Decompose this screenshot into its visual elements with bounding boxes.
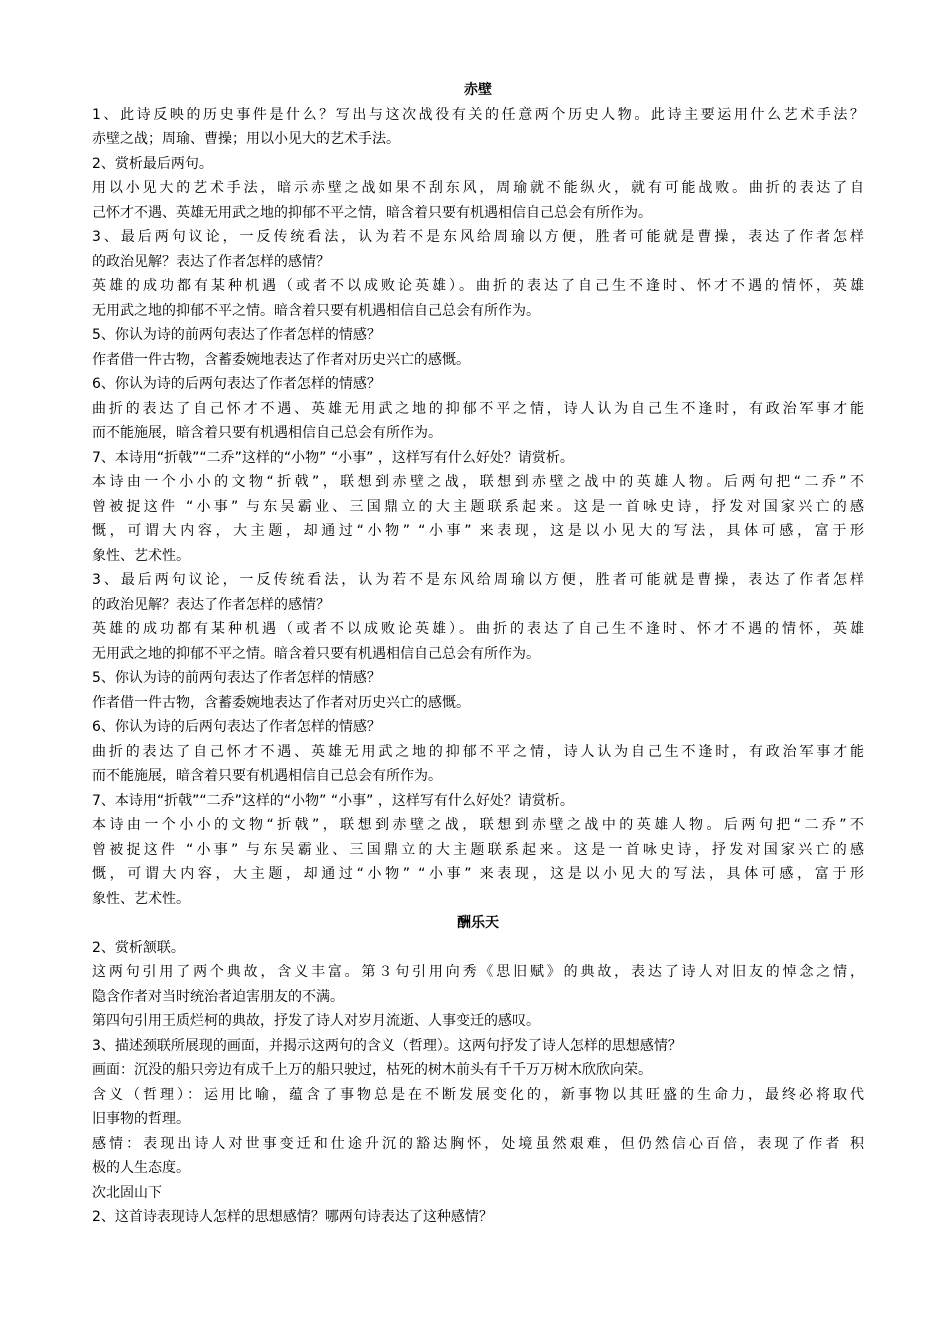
text-line: 5、你认为诗的前两句表达了作者怎样的情感？ xyxy=(92,327,381,343)
section-title: 赤壁 xyxy=(464,82,492,98)
text-line: 己怀才不遇、英雄无用武之地的抑郁不平之情，暗含着只要有机遇相信自己总会有所作为。 xyxy=(92,204,652,221)
text-line: 慨，可谓大内容，大主题，却通过“小物” “小事” 来表现，这是以小见大的写法，具体可感，富于形 xyxy=(92,523,864,539)
text-line: 的政治见解？表达了作者怎样的感情？ xyxy=(92,253,330,270)
text-line: 无用武之地的抑郁不平之情。暗含着只要有机遇相信自己总会有所作为。 xyxy=(92,645,540,662)
document-page xyxy=(92,78,864,1230)
text-line: 隐含作者对当时统治者迫害朋友的不满。 xyxy=(92,988,344,1005)
text-line: 3、最后两句议论，一反传统看法，认为若不是东风给周瑜以方便，胜者可能就是曹操，表达了作者怎样 xyxy=(92,229,864,245)
text-line: 6、你认为诗的后两句表达了作者怎样的情感？ xyxy=(92,376,381,392)
text-line: 而不能施展，暗含着只要有机遇相信自己总会有所作为。 xyxy=(92,768,442,784)
text-line: 这两句引用了两个典故，含义丰富。第３句引用向秀《思旧赋》的典故，表达了诗人对旧友的悼念之情， xyxy=(92,964,864,980)
text-line: 画面：沉没的船只旁边有成千上万的船只驶过，枯死的树木前头有千千万万树木欣欣向荣。 xyxy=(92,1062,652,1078)
text-line: 次北固山下 xyxy=(92,1184,162,1201)
text-line: 第四句引用王质烂柯的典故，抒发了诗人对岁月流逝、人事变迁的感叹。 xyxy=(92,1013,540,1029)
text-line: 象性、艺术性。 xyxy=(92,890,190,907)
text-line: 曲折的表达了自己怀才不遇、英雄无用武之地的抑郁不平之情，诗人认为自己生不逢时，有政治军事才能 xyxy=(92,743,864,760)
text-line: 旧事物的哲理。 xyxy=(92,1111,190,1127)
text-line: 曾被捉这件 “小事” 与东吴霸业、三国鼎立的大主题联系起来。这是一首咏史诗，抒发对国家兴亡的感 xyxy=(92,841,864,858)
text-line: 慨，可谓大内容，大主题，却通过“小物” “小事” 来表现，这是以小见大的写法，具体可感，富于形 xyxy=(92,866,864,882)
text-line: 含义（哲理）：运用比喻，蕴含了事物总是在不断发展变化的，新事物以其旺盛的生命力，最终必将取代 xyxy=(92,1086,864,1103)
text-line: 无用武之地的抑郁不平之情。暗含着只要有机遇相信自己总会有所作为。 xyxy=(92,302,540,319)
text-line: 赤壁之战；周瑜、曹操；用以小见大的艺术手法。 xyxy=(92,131,400,147)
text-line: 1、此诗反映的历史事件是什么？写出与这次战役有关的任意两个历史人物。此诗主要运用什么艺术手法？ xyxy=(92,106,864,123)
section-title: 酬乐天 xyxy=(457,915,499,931)
text-line: 象性、艺术性。 xyxy=(92,547,190,564)
text-line: 极的人生态度。 xyxy=(92,1160,190,1176)
text-line: 的政治见解？表达了作者怎样的感情？ xyxy=(92,596,330,613)
text-line: 6、你认为诗的后两句表达了作者怎样的情感？ xyxy=(92,719,381,735)
text-line: 而不能施展，暗含着只要有机遇相信自己总会有所作为。 xyxy=(92,425,442,441)
text-line: 作者借一件古物，含蓄委婉地表达了作者对历史兴亡的感慨。 xyxy=(92,351,470,368)
text-line: 2、赏析最后两句。 xyxy=(92,155,213,172)
text-line: 曲折的表达了自己怀才不遇、英雄无用武之地的抑郁不平之情，诗人认为自己生不逢时，有政治军事才能 xyxy=(92,400,864,417)
text-line: 2、赏析颔联。 xyxy=(92,939,185,956)
text-line: 英雄的成功都有某种机遇（或者不以成败论英雄）。曲折的表达了自己生不逢时、怀才不遇的情怀，英雄 xyxy=(92,621,864,637)
text-line: 7、本诗用“折戟”“二乔”这样的“小物” “小事” ，这样写有什么好处？请赏析。 xyxy=(92,449,574,466)
text-line: 2、这首诗表现诗人怎样的思想感情？哪两句诗表达了这种感情？ xyxy=(92,1209,493,1225)
text-line: 英雄的成功都有某种机遇（或者不以成败论英雄）。曲折的表达了自己生不逢时、怀才不遇的情怀，英雄 xyxy=(92,278,864,294)
text-line: 7、本诗用“折戟”“二乔”这样的“小物” “小事” ，这样写有什么好处？请赏析。 xyxy=(92,792,574,809)
text-line: 曾被捉这件 “小事” 与东吴霸业、三国鼎立的大主题联系起来。这是一首咏史诗，抒发对国家兴亡的感 xyxy=(92,498,864,515)
text-line: 3、描述颈联所展现的画面，并揭示这两句的含义（哲理）。这两句抒发了诗人怎样的思想感情？ xyxy=(92,1037,682,1054)
text-line: 作者借一件古物，含蓄委婉地表达了作者对历史兴亡的感慨。 xyxy=(92,694,470,711)
text-line: 本诗由一个小小的文物“折戟”，联想到赤壁之战，联想到赤壁之战中的英雄人物。后两句把“二乔”不 xyxy=(92,474,864,490)
text-line: 5、你认为诗的前两句表达了作者怎样的情感？ xyxy=(92,670,381,686)
text-line: 3、最后两句议论，一反传统看法，认为若不是东风给周瑜以方便，胜者可能就是曹操，表达了作者怎样 xyxy=(92,572,864,588)
text-line: 用以小见大的艺术手法，暗示赤壁之战如果不刮东风，周瑜就不能纵火，就有可能战败。曲折的表达了自 xyxy=(92,180,864,196)
text-line: 感情：表现出诗人对世事变迁和仕途升沉的豁达胸怀，处境虽然艰难，但仍然信心百倍，表现了作者 积 xyxy=(92,1135,864,1152)
text-line: 本诗由一个小小的文物“折戟”，联想到赤壁之战，联想到赤壁之战中的英雄人物。后两句把“二乔”不 xyxy=(92,817,864,833)
